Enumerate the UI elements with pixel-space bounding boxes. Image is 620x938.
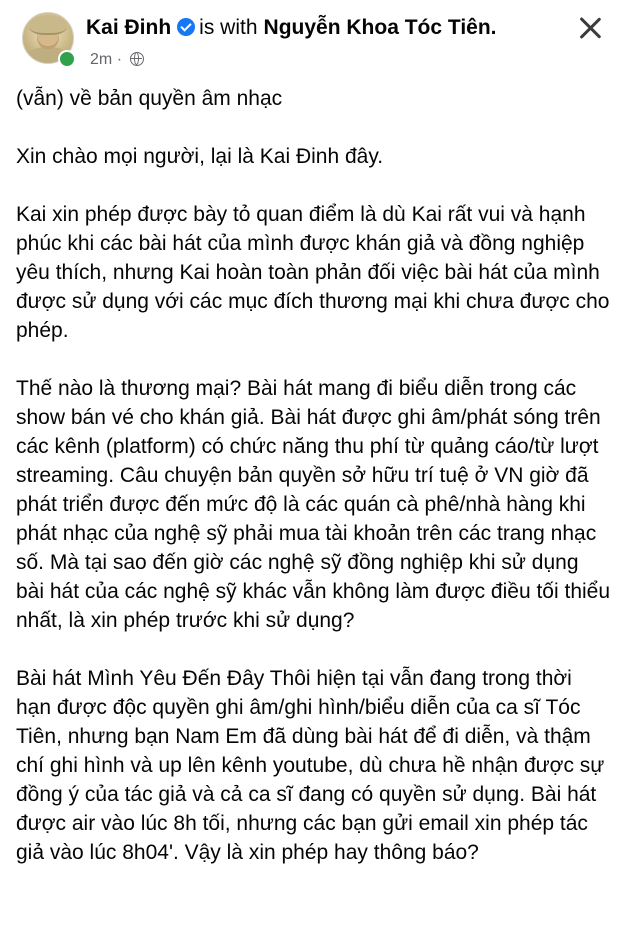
online-status-dot — [58, 50, 76, 68]
post-paragraph-1: (vẫn) về bản quyền âm nhạc — [16, 87, 283, 110]
post-meta — [90, 50, 144, 70]
post-paragraph-5: Bài hát Mình Yêu Đến Đây Thôi hiện tại vẫn đang trong thời hạn được độc quyền ghi âm/ghi hình/biểu diễn của ca sĩ Tóc Tiên, nhưng bạn Nam Em đã dùng bài hát để đi diễn, và thậm chí ghi hình và up lên kênh youtube, dù chưa hề nhận được sự đồng ý của tác giả và cả ca sĩ đang có quyền sử dụng. Bài hát được air vào lúc 8h tối, nhưng các bạn gửi email xin phép tác giả vào lúc 8h04'. Vậy là xin phép hay thông báo? — [16, 667, 605, 864]
post-timestamp[interactable]: 2m — [90, 51, 113, 68]
globe-icon[interactable] — [130, 52, 144, 66]
tagged-user-link[interactable]: Nguyễn Khoa Tóc Tiên. — [263, 16, 497, 39]
with-label: is with — [199, 16, 258, 39]
post-paragraph-2: Xin chào mọi người, lại là Kai Đinh đây. — [16, 145, 384, 168]
meta-separator: · — [116, 51, 123, 68]
verified-badge-icon — [177, 18, 195, 36]
post-paragraph-4: Thế nào là thương mại? Bài hát mang đi biểu diễn trong các show bán vé cho khán giả. Bài hát được ghi âm/phát sóng trên các kênh (platform) có chức năng thu phí từ quảng cáo/từ lượt streaming. Câu chuyện bản quyền sở hữu trí tuệ ở VN giờ đã phát triển được đến mức độ là các quán cà phê/nhà hàng khi phát nhạc của nghệ sỹ phải mua tài khoản trên các trang nhạc số. Mà tại sao đến giờ các nghệ sỹ đồng nghiệp khi sử dụng bài hát của các nghệ sỹ khác vẫn không làm được điều tối thiểu nhất, là xin phép trước khi sử dụng? — [16, 377, 611, 632]
post-header — [0, 0, 620, 80]
author-avatar[interactable] — [22, 12, 76, 66]
post-title-line — [86, 14, 497, 42]
post-text — [16, 84, 612, 867]
close-icon[interactable] — [574, 12, 606, 44]
author-name-link[interactable]: Kai Đinh — [86, 16, 172, 39]
post-paragraph-3: Kai xin phép được bày tỏ quan điểm là dù Kai rất vui và hạnh phúc khi các bài hát của mình được khán giả và đồng nghiệp yêu thích, nhưng Kai hoàn toàn phản đối việc bài hát của mình được sử dụng với các mục đích thương mại khi chưa được cho phép. — [16, 203, 610, 342]
